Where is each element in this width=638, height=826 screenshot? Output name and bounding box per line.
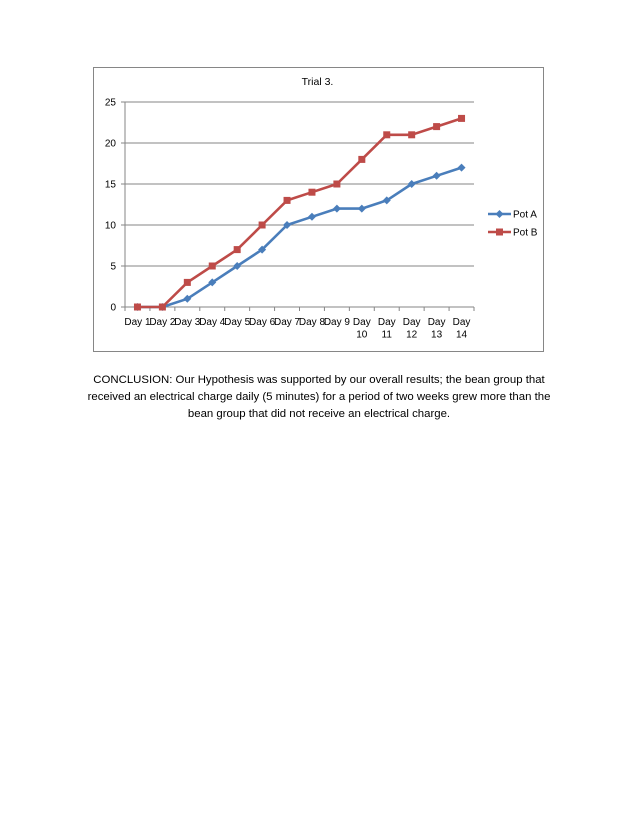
legend-label: Pot B [513, 227, 538, 239]
data-point [308, 189, 315, 196]
chart-frame [93, 67, 544, 352]
legend-marker [496, 229, 503, 236]
x-tick-label: Day 4 [199, 317, 226, 328]
legend-label: Pot A [513, 209, 537, 221]
x-tick-label: Day 11 [377, 317, 396, 341]
y-tick-label: 10 [104, 220, 116, 232]
x-tick-label: Day 13 [427, 317, 446, 341]
x-tick-label: Day 6 [249, 317, 276, 328]
data-point [284, 197, 291, 204]
x-tick-label: Day 10 [352, 317, 371, 341]
x-tick-label: Day 14 [452, 317, 471, 341]
data-point [333, 181, 340, 188]
data-point [458, 115, 465, 122]
series-line-pot-a [137, 168, 461, 307]
x-tick-label: Day 1 [124, 317, 151, 328]
data-point [209, 263, 216, 270]
y-tick-label: 20 [104, 138, 116, 150]
data-point [358, 156, 365, 163]
data-point [159, 304, 166, 311]
data-point [458, 164, 466, 172]
data-point [358, 205, 366, 213]
data-point [433, 172, 441, 180]
data-point [433, 123, 440, 130]
legend-marker [496, 210, 504, 218]
data-point [234, 246, 241, 253]
data-point [333, 205, 341, 213]
y-tick-label: 0 [110, 302, 116, 314]
series-line-pot-b [137, 118, 461, 307]
y-tick-label: 15 [104, 179, 116, 191]
chart-title: Trial 3. [301, 76, 334, 88]
line-chart [94, 68, 545, 353]
y-tick-label: 25 [104, 97, 116, 109]
x-tick-label: Day 12 [402, 317, 421, 341]
x-tick-label: Day 2 [149, 317, 176, 328]
x-tick-label: Day 3 [174, 317, 201, 328]
data-point [308, 213, 316, 221]
data-point [383, 131, 390, 138]
x-tick-label: Day 5 [224, 317, 251, 328]
x-tick-label: Day 9 [323, 317, 350, 328]
conclusion-text: CONCLUSION: Our Hypothesis was supported by our overall results; the bean group that received an electrical charge daily (5 minutes) for a period of two weeks grew more than the bean group that did not receive an electrical charge. [87, 374, 551, 420]
data-point [134, 304, 141, 311]
y-tick-label: 5 [110, 261, 116, 273]
data-point [184, 279, 191, 286]
data-point [259, 222, 266, 229]
x-tick-label: Day 7 [273, 317, 301, 328]
x-tick-label: Day 8 [298, 317, 326, 328]
data-point [408, 131, 415, 138]
